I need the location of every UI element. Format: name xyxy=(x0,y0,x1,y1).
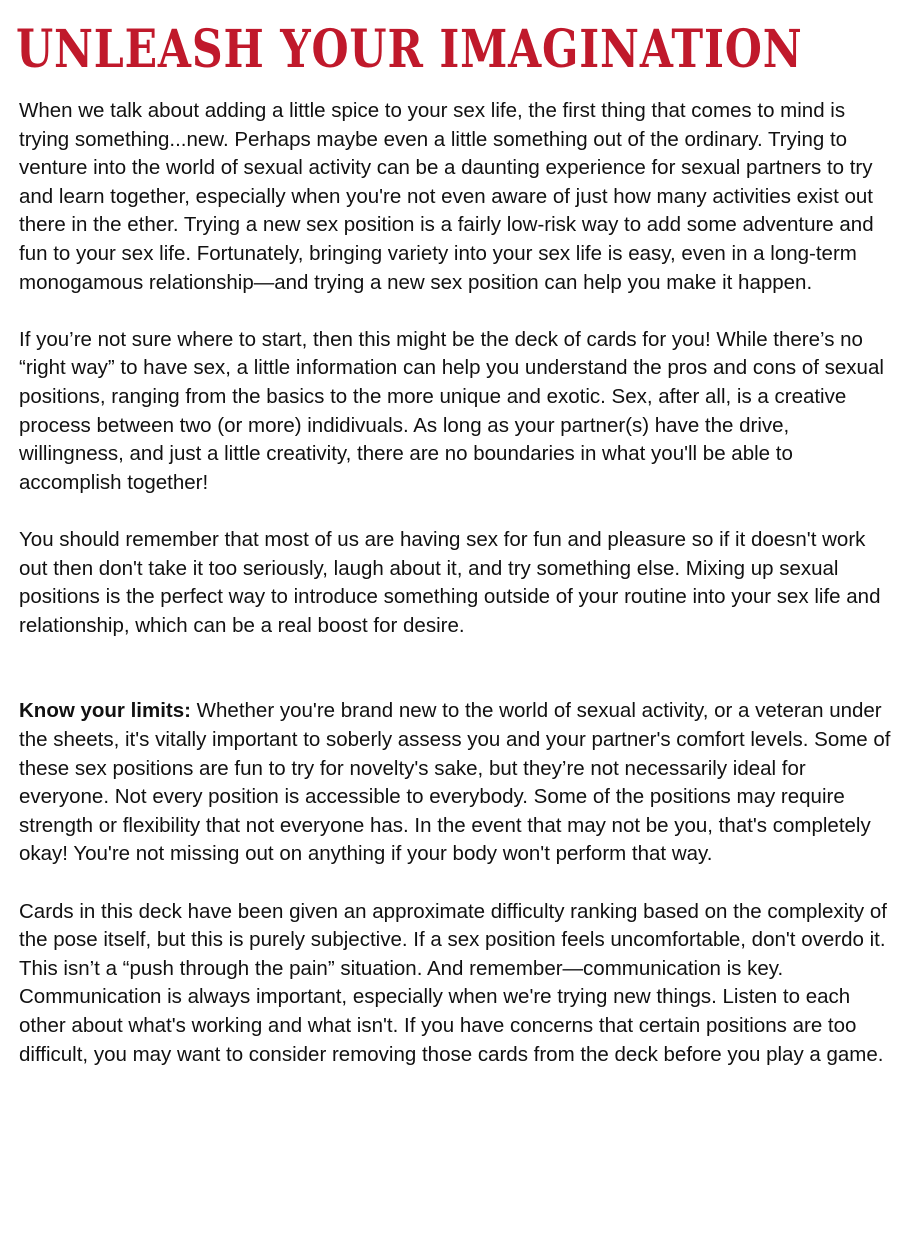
intro-paragraph: When we talk about adding a little spice to your sex life, the first thing that comes to mind is trying something...new. Perhaps maybe even a little something out of the ordinary. Trying to venture into the world of sexual activity can be a daunting experience for sexual partners to try and learn together, especially when you're not even aware of just how many activities exist out there in the ether. Trying a new sex position is a fairly low-risk way to add some adventure and fun to your sex life. Fortunately, bringing variety into your sex life is easy, even in a long-term monogamous relationship—and trying a new sex position can help you make it happen. xyxy=(19,99,874,294)
deck-paragraph: If you’re not sure where to start, then this might be the deck of cards for you! While there’s no “right way” to have sex, a little information can help you understand the pros and cons of sexual positions, ranging from the basics to the more unique and exotic. Sex, after all, is a creative process between two (or more) indidivuals. As long as your partner(s) have the drive, willingness, and just a little creativity, there are no boundaries in what you'll be able to accomplish together! xyxy=(19,327,884,494)
limits-text: Whether you're brand new to the world of sexual activity, or a veteran under the sheets, it's vitally important to soberly assess you and your partner's comfort levels. Some of these sex positions are fun to try for novelty's sake, but they’re not necessarily ideal for everyone. Not every position is accessible to everybody. Some of the positions may require strength or flexibility that not everyone has. In the event that may not be you, that's completely okay! You're not missing out on anything if your body won't perform that way. xyxy=(19,699,891,866)
limits-lead: Know your limits: xyxy=(19,699,191,723)
remember-paragraph: You should remember that most of us are having sex for fun and pleasure so if it doesn't work out then don't take it too seriously, laugh about it, and try something else. Mixing up sexual positions is the perfect way to introduce something outside of your routine into your sex life and relationship, which can be a real boost for desire. xyxy=(19,527,881,637)
difficulty-paragraph: Cards in this deck have been given an approximate difficulty ranking based on the complexity of the pose itself, but this is purely subjective. If a sex position feels uncomfortable, don't overdo it. This isn’t a “push through the pain” situation. And remember—communication is key. Communication is always important, especially when we're trying new things. Listen to each other about what's working and what isn't. If you have concerns that certain positions are too difficult, you may want to consider removing those cards from the deck before you play a game. xyxy=(19,899,887,1066)
page-title: UNLEASH YOUR IMAGINATION xyxy=(16,19,803,80)
document-body xyxy=(19,97,894,1069)
limits-paragraph xyxy=(19,697,894,869)
